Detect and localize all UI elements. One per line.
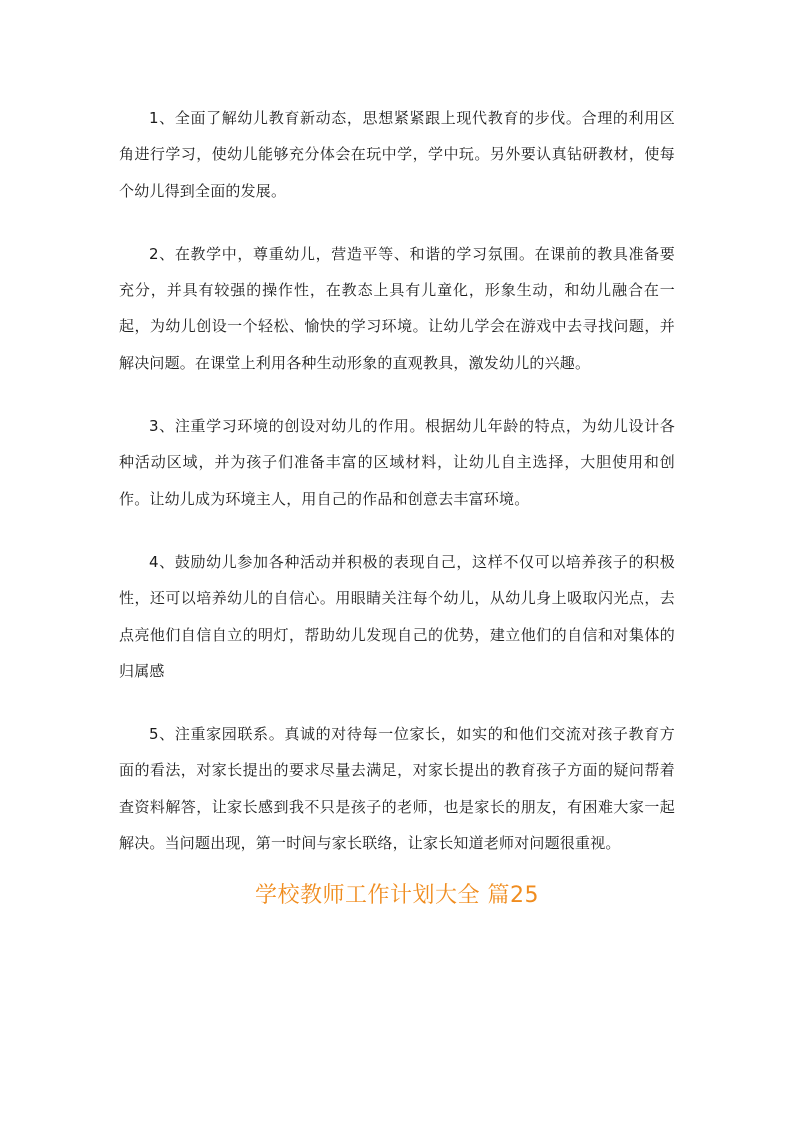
paragraph-4: 4、鼓励幼儿参加各种活动并积极的表现自己，这样不仅可以培养孩子的积极性，还可以培养幼儿的自信心。用眼睛关注每个幼儿，从幼儿身上吸取闪光点，去点亮他们自信自立的明灯，帮助幼儿发现自己的优势，建立他们的自信和对集体的归属感 (119, 552, 675, 680)
paragraph-1: 1、全面了解幼儿教育新动态，思想紧紧跟上现代教育的步伐。合理的利用区角进行学习，使幼儿能够充分体会在玩中学，学中玩。另外要认真钻研教材，使每个幼儿得到全面的发展。 (119, 109, 675, 200)
paragraph-2: 2、在教学中，尊重幼儿，营造平等、和谐的学习氛围。在课前的教具准备要充分，并具有较强的操作性，在教态上具有儿童化，形象生动，和幼儿融合在一起，为幼儿创设一个轻松、愉快的学习环境。让幼儿学会在游戏中去寻找问题，并解决问题。在课堂上利用各种生动形象的直观教具，激发幼儿的兴趣。 (119, 244, 675, 372)
section-heading: 学校教师工作计划大全 篇25 (255, 883, 539, 909)
paragraph-5: 5、注重家园联系。真诚的对待每一位家长，如实的和他们交流对孩子教育方面的看法，对家长提出的要求尽量去满足，对家长提出的教育孩子方面的疑问帮着查资料解答，让家长感到我不只是孩子的老师，也是家长的朋友，有困难大家一起解决。当问题出现，第一时间与家长联络，让家长知道老师对问题很重视。 (119, 725, 675, 853)
paragraph-3: 3、注重学习环境的创设对幼儿的作用。根据幼儿年龄的特点，为幼儿设计各种活动区域，并为孩子们准备丰富的区域材料，让幼儿自主选择，大胆使用和创作。让幼儿成为环境主人，用自己的作品和创意去丰富环境。 (119, 417, 675, 508)
document-page (119, 100, 675, 911)
